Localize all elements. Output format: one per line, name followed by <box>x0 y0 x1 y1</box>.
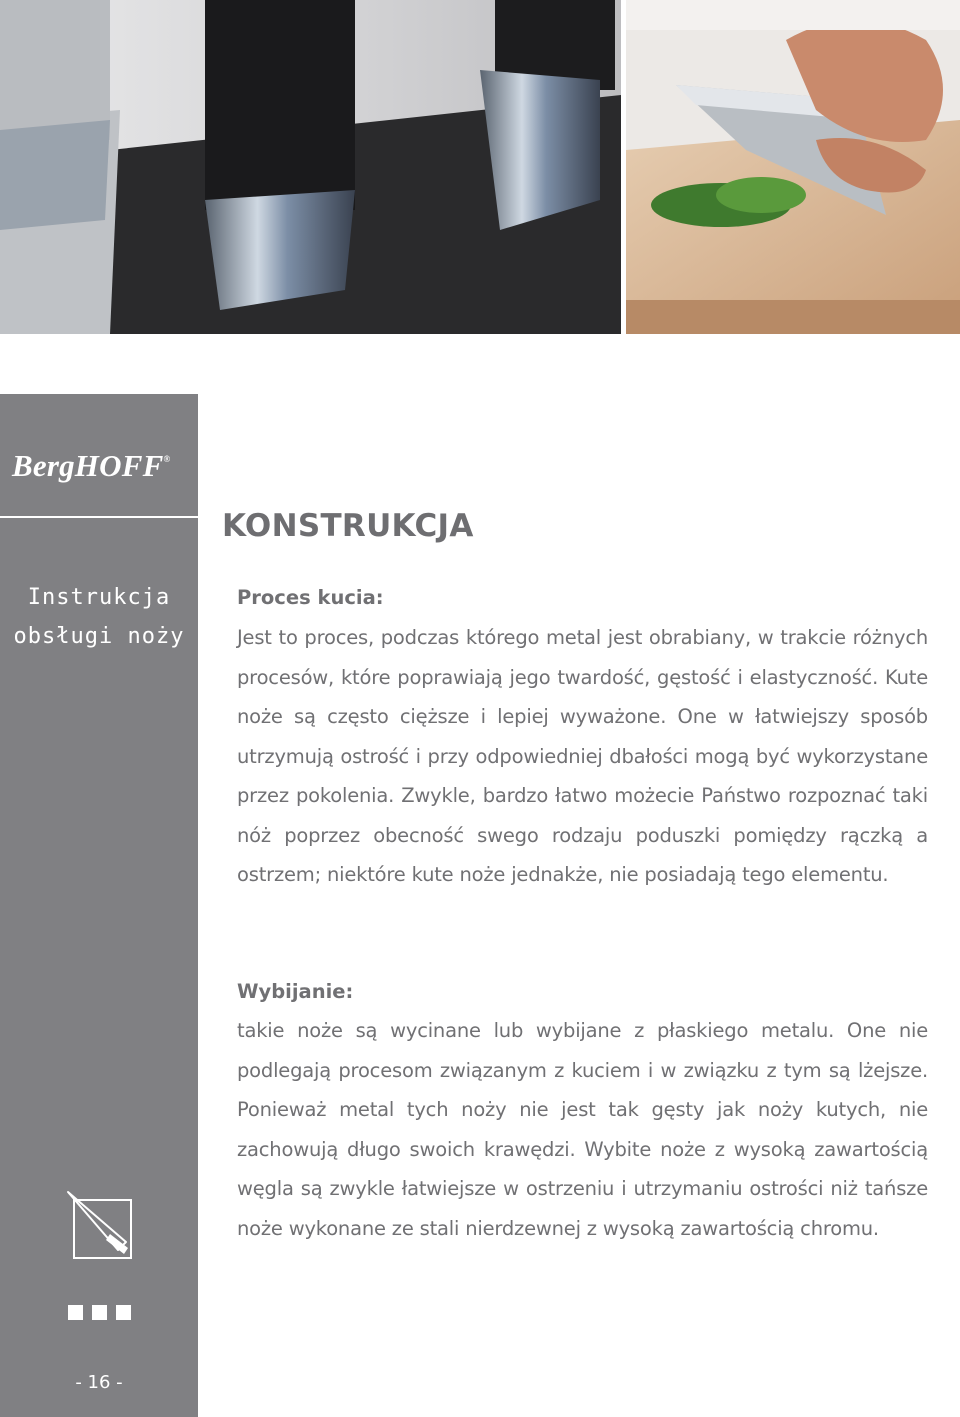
square-bullet-icon <box>68 1305 83 1320</box>
chopping-herbs-photo <box>626 0 960 334</box>
section-text-stamping: takie noże są wycinane lub wybijane z płaskiego metalu. One nie podlegają procesom związanym z kuciem i w związku z tym są lżejsze. Ponieważ metal tych noży nie jest tak gęsty jak noży kutych, nie zachowują długo swoich krawędzi. Wybite noże z wysoką zawartością węgla są zwykle łatwiejsze w ostrzeniu i utrzymaniu ostrości niż tańsze noże wykonane ze stali nierdzewnej z wysoką zawartością chromu. <box>237 1019 928 1240</box>
sidebar-divider <box>0 516 198 518</box>
sidebar-panel <box>0 394 198 1417</box>
square-bullet-icon <box>92 1305 107 1320</box>
section-title-stamping: Wybijanie: <box>237 980 354 1003</box>
page-number: - 16 - <box>75 1372 123 1393</box>
sidebar-title-line-1: Instrukcja <box>27 585 171 610</box>
sidebar-title-line-2: obsługi noży <box>13 624 185 649</box>
section-title-forging: Proces kucia: <box>237 586 384 609</box>
page-heading: KONSTRUKCJA <box>222 508 474 544</box>
knife-handles-photo <box>0 0 621 334</box>
square-bullets <box>68 1305 140 1324</box>
sidebar-title <box>0 578 198 656</box>
square-bullet-icon <box>116 1305 131 1320</box>
section-text-forging: Jest to proces, podczas którego metal jest obrabiany, w trakcie różnych procesów, które poprawiają jego twardość, gęstość i elastyczność. Kute noże są często cięższe i lepiej wyważone. One w łatwiejszy sposób utrzymują ostrość i przy odpowiedniej dbałości mogą być wykorzystane przez pokolenia. Zwykle, bardzo łatwo możecie Państwo rozpoznać taki nóż poprzez obecność swego rodzaju poduszki pomiędzy rączką a ostrzem; niektóre kute noże jednakże, nie posiadają tego elementu. <box>237 626 928 886</box>
brand-logo: BergHOFF® <box>12 448 171 483</box>
knife-icon <box>66 1190 134 1262</box>
